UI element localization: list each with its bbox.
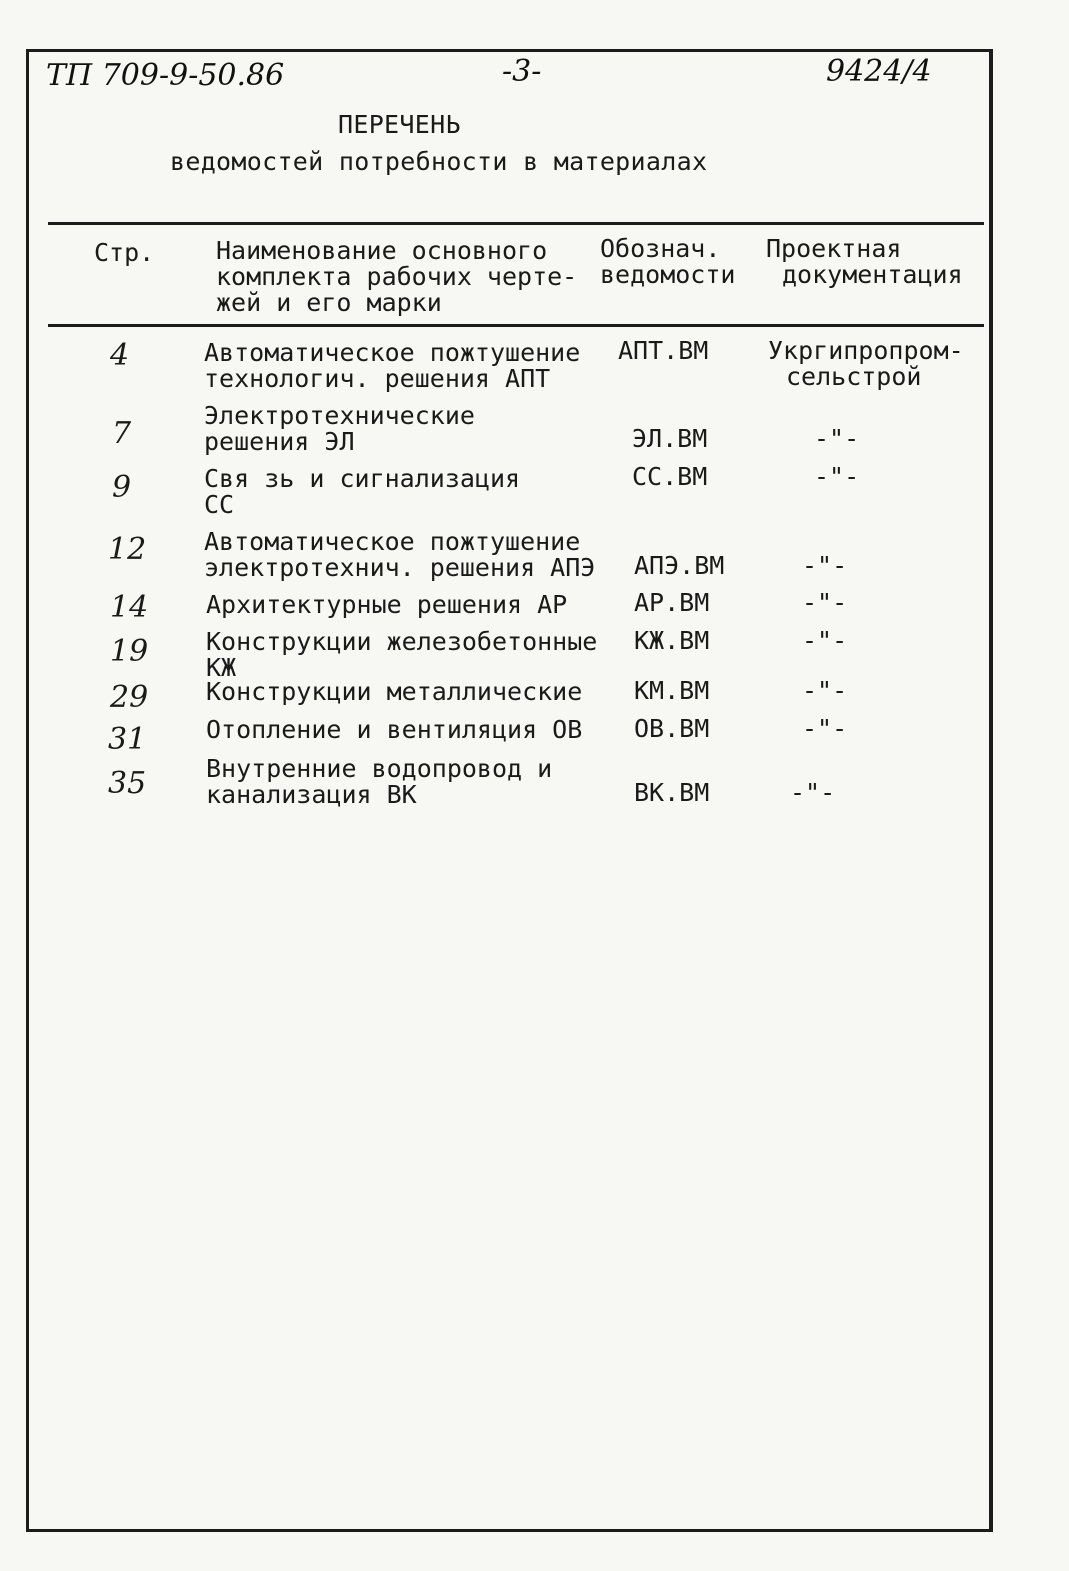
row-doc-line: -"- — [814, 462, 860, 491]
table-top-rule — [48, 222, 984, 225]
table-header-rule — [48, 324, 984, 327]
row-name-line: Архитектурные решения АР — [206, 590, 568, 619]
document-heading: ПЕРЕЧЕНЬ — [338, 110, 461, 139]
column-header-page: Стр. — [94, 238, 155, 267]
row-code: АР.ВМ — [634, 588, 710, 617]
row-page: 9 — [112, 470, 132, 505]
column-header-name-line: Наименование основного — [216, 236, 548, 265]
row-doc-line: -"- — [814, 424, 860, 453]
column-header-doc-line: документация — [782, 260, 963, 289]
row-code: АПЭ.ВМ — [634, 551, 725, 580]
row-name-line: Конструкции металлические — [206, 677, 583, 706]
column-header-name-line: комплекта рабочих черте- — [216, 262, 578, 291]
column-header-doc-line: Проектная — [766, 234, 902, 263]
row-page: 19 — [110, 634, 149, 669]
row-code: ВК.ВМ — [634, 778, 710, 807]
row-name-line: Свя зь и сигнализация — [204, 464, 521, 493]
row-name-line: Конструкции железобетонные — [206, 627, 598, 656]
row-page: 35 — [108, 766, 147, 801]
row-doc-line: -"- — [802, 676, 848, 705]
sheet-number: 9424/4 — [826, 54, 932, 89]
page-number: -3- — [502, 54, 542, 89]
row-code: ЭЛ.ВМ — [632, 424, 708, 453]
row-page: 4 — [110, 338, 130, 373]
row-page: 12 — [108, 532, 147, 567]
row-code: КМ.ВМ — [634, 676, 710, 705]
column-header-name-line: жей и его марки — [216, 288, 442, 317]
document-code: ТП 709-9-50.86 — [46, 58, 285, 93]
row-name-line: технологич. решения АПТ — [204, 364, 551, 393]
row-name-line: электротехнич. решения АПЭ — [204, 553, 596, 582]
row-name-line: СС — [204, 490, 235, 519]
row-name-line: Электротехнические — [204, 401, 475, 430]
row-page: 14 — [110, 590, 149, 625]
row-doc-line: -"- — [790, 778, 836, 807]
row-doc-line: -"- — [802, 588, 848, 617]
row-name-line: Автоматическое пожтушение — [204, 527, 581, 556]
row-name-line: канализация ВК — [206, 780, 417, 809]
row-page: 31 — [108, 722, 147, 757]
row-page: 7 — [112, 416, 132, 451]
row-code: АПТ.ВМ — [618, 336, 709, 365]
column-header-code-line: ведомости — [600, 260, 736, 289]
row-doc-line: -"- — [802, 714, 848, 743]
document-subtitle: ведомостей потребности в материалах — [170, 147, 708, 176]
column-header-code-line: Обознач. — [600, 234, 721, 263]
row-doc-line: сельстрой — [786, 362, 922, 391]
row-name-line: решения ЭЛ — [204, 427, 355, 456]
row-name-line: Отопление и вентиляция ОВ — [206, 715, 583, 744]
row-page: 29 — [110, 680, 149, 715]
row-name-line: Автоматическое пожтушение — [204, 338, 581, 367]
row-name-line: КЖ — [206, 653, 237, 682]
row-code: КЖ.ВМ — [634, 626, 710, 655]
row-doc-line: -"- — [802, 626, 848, 655]
row-doc-line: Укргипропром- — [768, 336, 964, 365]
row-code: ОВ.ВМ — [634, 714, 710, 743]
row-doc-line: -"- — [802, 551, 848, 580]
row-code: СС.ВМ — [632, 462, 708, 491]
row-name-line: Внутренние водопровод и — [206, 754, 553, 783]
